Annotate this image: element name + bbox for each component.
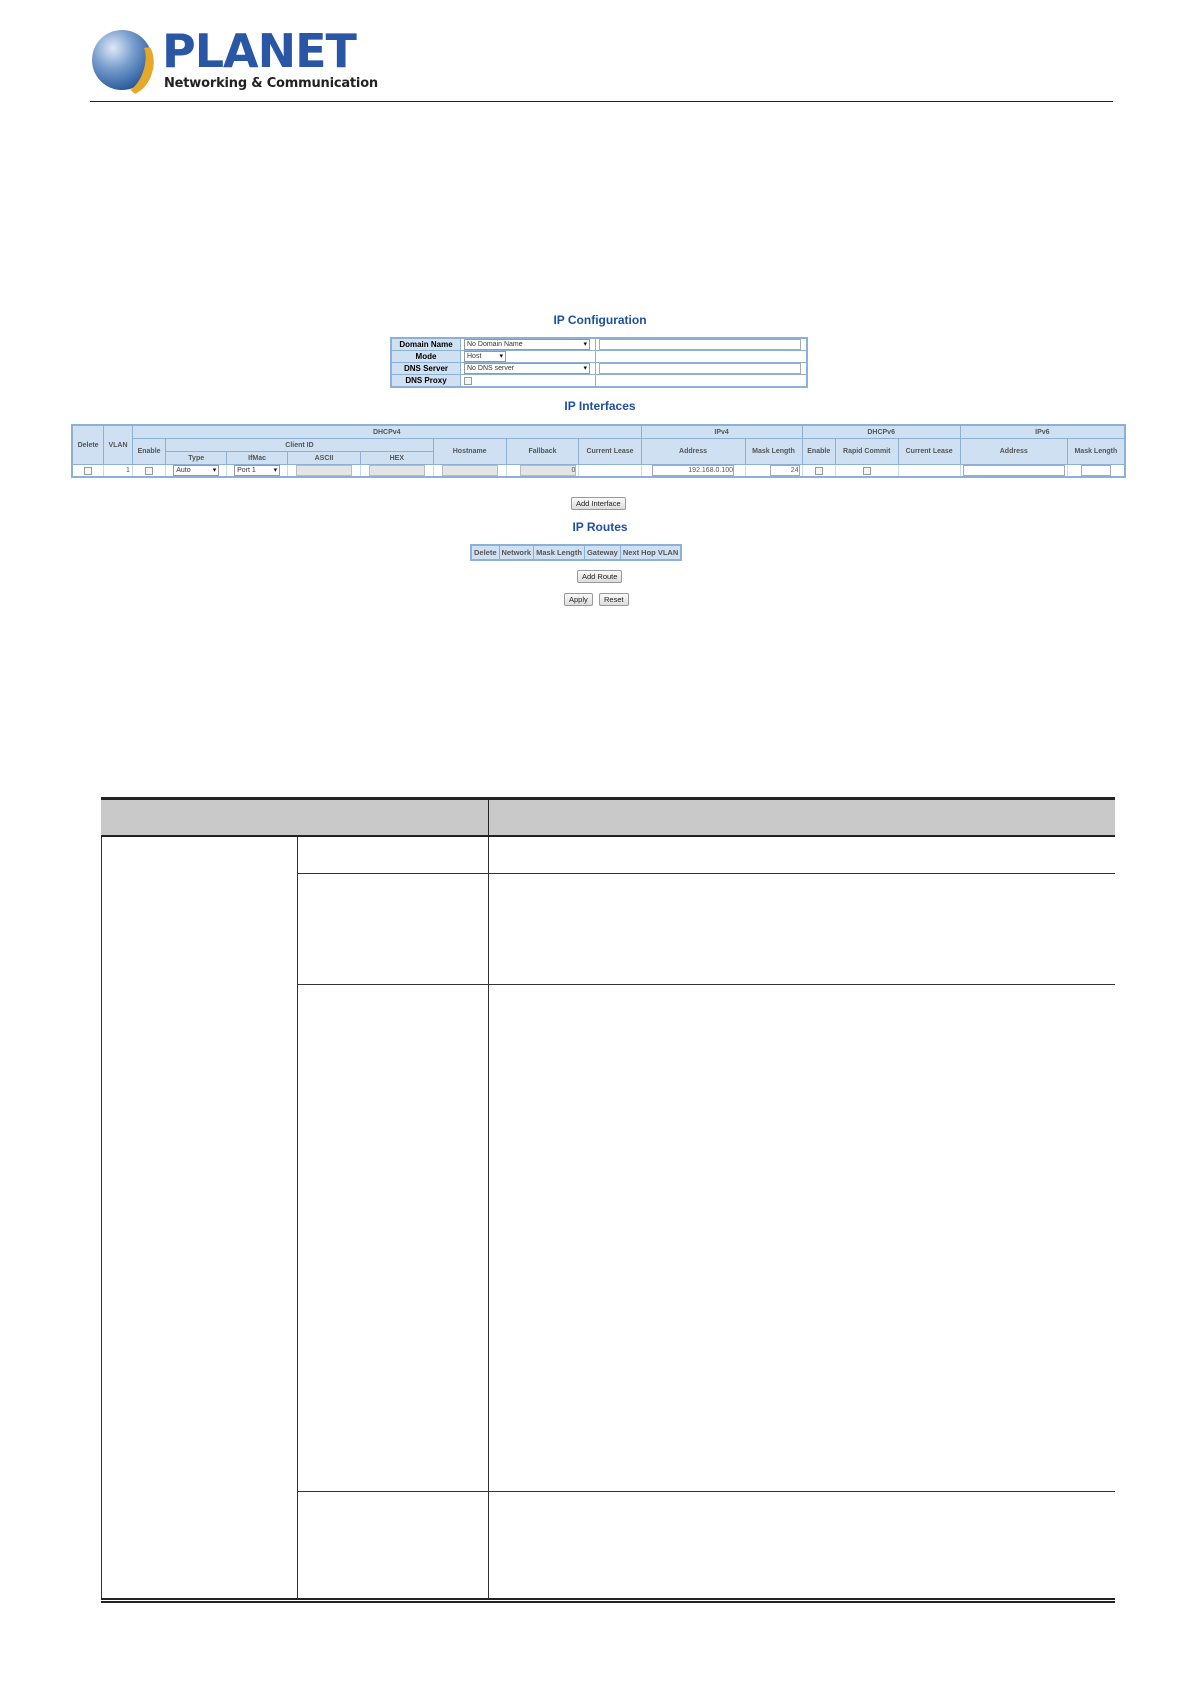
col-fallback: Fallback xyxy=(506,439,579,465)
dns-proxy-checkbox[interactable] xyxy=(464,377,472,385)
col-ipv4-mask: Mask Length xyxy=(745,439,802,465)
col-vlan: VLAN xyxy=(104,425,133,465)
config-row-domain xyxy=(391,338,807,351)
type-select[interactable]: Auto ▾ xyxy=(173,465,219,476)
config-row-dns-server xyxy=(391,363,807,375)
table-row-sep-2 xyxy=(297,984,1115,985)
domain-name-select[interactable]: No Domain Name ▾ xyxy=(464,339,590,350)
hostname-input[interactable] xyxy=(442,465,498,476)
group-dhcpv6: DHCPv6 xyxy=(802,425,960,439)
header-separator xyxy=(488,800,489,840)
add-interface-button[interactable]: Add Interface xyxy=(571,497,626,510)
col-client-id: Client ID xyxy=(166,439,433,452)
table-col-sep-2 xyxy=(488,837,489,1600)
route-col-delete: Delete xyxy=(471,545,499,560)
table-col-sep-1 xyxy=(297,837,298,1600)
group-ipv6: IPv6 xyxy=(960,425,1125,439)
col-ipv6-address: Address xyxy=(960,439,1067,465)
table-bottom-border xyxy=(101,1598,1115,1603)
domain-name-input[interactable] xyxy=(599,339,801,350)
col-type: Type xyxy=(166,452,227,465)
table-row-sep-3 xyxy=(297,1491,1115,1492)
route-col-next-hop-vlan: Next Hop VLAN xyxy=(620,545,681,560)
dns-server-label: DNS Server xyxy=(391,363,461,375)
col-rapid-commit: Rapid Commit xyxy=(835,439,898,465)
planet-logo xyxy=(90,24,378,98)
ipv4-address-input[interactable]: 192.168.0.100 xyxy=(652,465,734,476)
ip-routes-title: IP Routes xyxy=(572,520,628,534)
apply-button[interactable]: Apply xyxy=(564,593,593,606)
vlan-value: 1 xyxy=(104,465,133,478)
route-col-network: Network xyxy=(499,545,534,560)
group-ipv4: IPv4 xyxy=(641,425,802,439)
delete-checkbox[interactable] xyxy=(84,467,92,475)
ip-configuration-table xyxy=(390,337,808,388)
interface-row xyxy=(72,465,1125,478)
table-left-border xyxy=(101,837,102,1600)
dhcpv6-enable-checkbox[interactable] xyxy=(815,467,823,475)
header-rule xyxy=(90,101,1113,102)
col-dhcpv4-lease: Current Lease xyxy=(579,439,641,465)
route-col-mask-length: Mask Length xyxy=(534,545,585,560)
brand-name: PLANET xyxy=(162,24,356,78)
ip-routes-table xyxy=(470,544,682,561)
ipv6-mask-input[interactable] xyxy=(1081,465,1111,476)
col-ipv6-mask: Mask Length xyxy=(1067,439,1125,465)
domain-name-label: Domain Name xyxy=(391,338,461,351)
brand-tagline: Networking & Communication xyxy=(164,76,378,91)
col-hostname: Hostname xyxy=(433,439,506,465)
dhcpv4-lease-value xyxy=(579,465,641,478)
ifmac-select[interactable]: Port 1 ▾ xyxy=(234,465,280,476)
config-row-dns-proxy xyxy=(391,375,807,388)
config-row-mode xyxy=(391,351,807,363)
col-delete: Delete xyxy=(72,425,104,465)
table-row-sep-1 xyxy=(297,873,1115,874)
group-dhcpv4: DHCPv4 xyxy=(132,425,641,439)
col-hex: HEX xyxy=(360,452,433,465)
table-header-row xyxy=(101,797,1115,837)
ip-configuration-title: IP Configuration xyxy=(553,313,647,327)
mode-label: Mode xyxy=(391,351,461,363)
mode-select[interactable]: Host ▾ xyxy=(464,351,506,362)
dhcpv6-lease-value xyxy=(898,465,960,478)
dns-proxy-label: DNS Proxy xyxy=(391,375,461,388)
dhcpv4-enable-checkbox[interactable] xyxy=(145,467,153,475)
fallback-input[interactable]: 0 xyxy=(520,465,576,476)
route-col-gateway: Gateway xyxy=(584,545,620,560)
ipv4-mask-input[interactable]: 24 xyxy=(770,465,800,476)
col-ifmac: IfMac xyxy=(227,452,288,465)
reset-button[interactable]: Reset xyxy=(599,593,629,606)
dns-server-select[interactable]: No DNS server ▾ xyxy=(464,363,590,374)
add-route-button[interactable]: Add Route xyxy=(577,570,622,583)
col-dhcpv4-enable: Enable xyxy=(132,439,165,465)
rapid-commit-checkbox[interactable] xyxy=(863,467,871,475)
col-dhcpv6-enable: Enable xyxy=(802,439,835,465)
ascii-input[interactable] xyxy=(296,465,352,476)
col-ipv4-address: Address xyxy=(641,439,745,465)
col-dhcpv6-lease: Current Lease xyxy=(898,439,960,465)
hex-input[interactable] xyxy=(369,465,425,476)
col-ascii: ASCII xyxy=(288,452,361,465)
parameter-description-table xyxy=(101,797,1115,1603)
dns-server-input[interactable] xyxy=(599,363,801,374)
ip-interfaces-title: IP Interfaces xyxy=(564,399,636,413)
ipv6-address-input[interactable] xyxy=(963,465,1065,476)
ip-interfaces-table xyxy=(71,424,1126,478)
